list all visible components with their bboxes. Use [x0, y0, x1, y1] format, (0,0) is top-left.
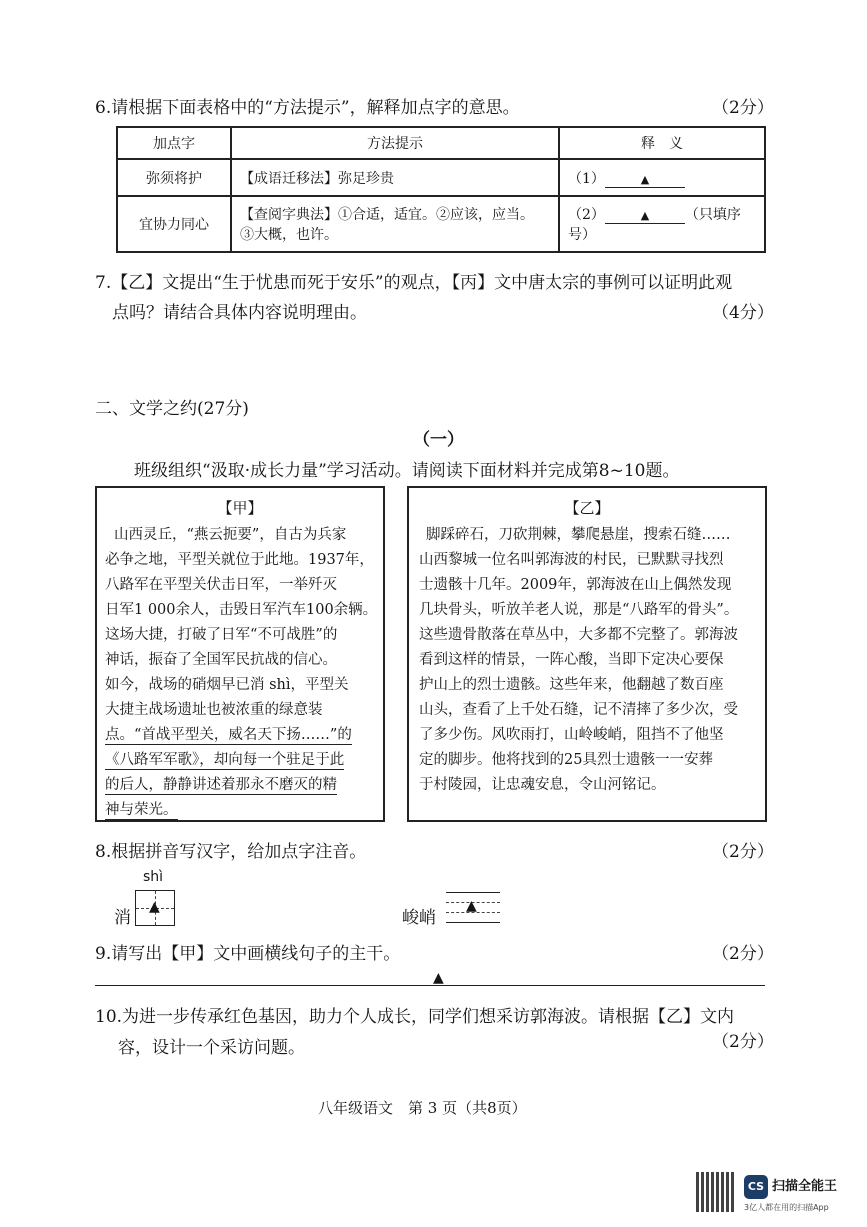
q10-points: （2分）: [712, 1032, 774, 1052]
table-cell-hint: [231, 159, 559, 196]
q9-points: （2分）: [712, 944, 774, 964]
passage-line: 山西灵丘，“燕云扼要”，自古为兵家: [114, 527, 347, 543]
passage-yi: [407, 486, 767, 822]
method-table: [116, 126, 766, 253]
hint-text: 【成语迁移法】弥足珍贵: [240, 170, 394, 187]
passage-line: 这场大捷，打破了日军“不可战胜”的: [105, 627, 338, 643]
scanner-logo-icon: CS: [744, 1175, 768, 1199]
table-header: 方法提示: [231, 127, 559, 159]
scanner-app-name: 扫描全能王: [772, 1179, 838, 1194]
answer-line[interactable]: [95, 985, 765, 986]
passage-line: 看到这样的情景，一阵心酸，当即下定决心要保: [419, 652, 724, 668]
passage-line: 了多少伤。风吹雨打，山岭峻峭，阻挡不了他坚: [419, 727, 724, 743]
q9-text: 9.请写出【甲】文中画横线句子的主干。: [95, 944, 401, 964]
answer-suffix: （只填序号）: [568, 207, 741, 243]
hint-text: 【查阅字典法】①合适，适宜。②应该，应当。: [240, 207, 534, 223]
q10-line2: 容，设计一个采访问题。: [118, 1038, 305, 1058]
page-footer: 八年级语文 第 3 页（共8页）: [318, 1099, 527, 1117]
section-title: 二、文学之约(27分): [95, 399, 249, 419]
table-cell-word: [117, 196, 231, 252]
char-xiao: 消: [114, 908, 131, 928]
passage-line: 山头，查看了上千处石缝，记不清摔了多少次，受: [419, 702, 738, 718]
grid-line: [446, 892, 500, 893]
q10-line1: 10.为进一步传承红色基因，助力个人成长，同学们想采访郭海波。请根据【乙】文内: [95, 1007, 735, 1027]
qr-code-icon: [696, 1172, 736, 1212]
word-text: 宜协力同心: [139, 217, 209, 233]
passage-line: 护山上的烈士遗骸。这些年来，他翻越了数百座: [419, 677, 724, 693]
triangle-icon: ▲: [640, 172, 650, 186]
passage-line-underlined: 神与荣光。: [105, 798, 178, 820]
q7-line2: 点吗？请结合具体内容说明理由。: [112, 303, 367, 323]
triangle-icon: ▲: [466, 898, 477, 914]
passage-title: 【甲】: [217, 499, 263, 517]
answer-prefix: （1）: [568, 170, 605, 187]
passage-line-underlined: 的后人，静静讲述着那永不磨灭的精: [105, 773, 337, 795]
q8-points: （2分）: [712, 842, 774, 862]
passage-line: 几块骨头，听放羊老人说，那是“八路军的骨头”。: [419, 602, 739, 618]
passage-line: 于村陵园，让忠魂安息，令山河铭记。: [419, 777, 666, 793]
passage-line: 脚踩碎石，刀砍荆棘，攀爬悬崖，搜索石缝……: [426, 527, 731, 543]
q6-text: 6.请根据下面表格中的“方法提示”，解释加点字的意思。: [95, 98, 520, 118]
triangle-icon: ▲: [640, 209, 650, 222]
q6-points: （2分）: [712, 98, 774, 118]
passage-line: 八路军在平型关伏击日军，一举歼灭: [105, 577, 337, 593]
passage-line: 大捷主战场遗址也被浓重的绿意装: [105, 702, 323, 718]
table-cell-word: [117, 159, 231, 196]
answer-blank[interactable]: [605, 171, 685, 188]
table-cell-hint: [231, 196, 559, 252]
triangle-icon: ▲: [433, 970, 444, 986]
answer-prefix: （2）: [568, 207, 605, 223]
answer-blank[interactable]: [605, 207, 685, 224]
word-text: 弥须将护: [146, 170, 202, 187]
table-cell-answer[interactable]: [559, 159, 765, 196]
passage-line: 山西黎城一位名叫郭海波的村民，已默默寻找烈: [419, 552, 724, 568]
passage-line: 神话，振奋了全国军民抗战的信心。: [105, 652, 337, 668]
table-header: 加点字: [117, 127, 231, 159]
part-title: （一）: [413, 430, 464, 450]
passage-line: 日军1 000余人，击毁日军汽车100余辆。: [105, 602, 378, 618]
q7-points: （4分）: [712, 303, 774, 323]
pinyin-lines[interactable]: [446, 892, 500, 922]
triangle-icon: ▲: [149, 899, 160, 915]
passage-line: 这些遗骨散落在草丛中，大多都不完整了。郭海波: [419, 627, 738, 643]
passage-line: 必争之地，平型关就位于此地。1937年，: [105, 552, 374, 568]
q8-text: 8.根据拼音写汉字，给加点字注音。: [95, 842, 367, 862]
passage-line-underlined: 点。“首战平型关，威名天下扬……”的: [105, 723, 352, 745]
pinyin-label: shì: [143, 869, 164, 885]
char-junqiao: 峻峭: [402, 908, 436, 928]
q7-line1: 7.【乙】文提出“生于忧患而死于安乐”的观点，【丙】文中唐太宗的事例可以证明此观: [95, 273, 733, 293]
passage-line: 定的脚步。他将找到的25具烈士遗骸一一安葬: [419, 752, 713, 768]
answer-grid[interactable]: [135, 890, 175, 926]
scanner-tagline: 3亿人都在用的扫描App: [744, 1203, 829, 1212]
passage-line-underlined: 《八路军军歌》，却向每一个驻足于此: [105, 748, 344, 770]
section-intro: 班级组织“汲取·成长力量”学习活动。请阅读下面材料并完成第8~10题。: [134, 461, 680, 481]
hint-text: ③大概，也许。: [240, 227, 338, 243]
table-header: 释 义: [559, 127, 765, 159]
passage-line: 士遗骸十几年。2009年，郭海波在山上偶然发现: [419, 577, 732, 593]
passage-title: 【乙】: [564, 499, 610, 517]
passage-line: 如今，战场的硝烟早已消 shì，平型关: [105, 677, 349, 693]
grid-line: [446, 922, 500, 923]
passage-jia: [95, 486, 385, 822]
table-cell-answer[interactable]: [559, 196, 765, 252]
